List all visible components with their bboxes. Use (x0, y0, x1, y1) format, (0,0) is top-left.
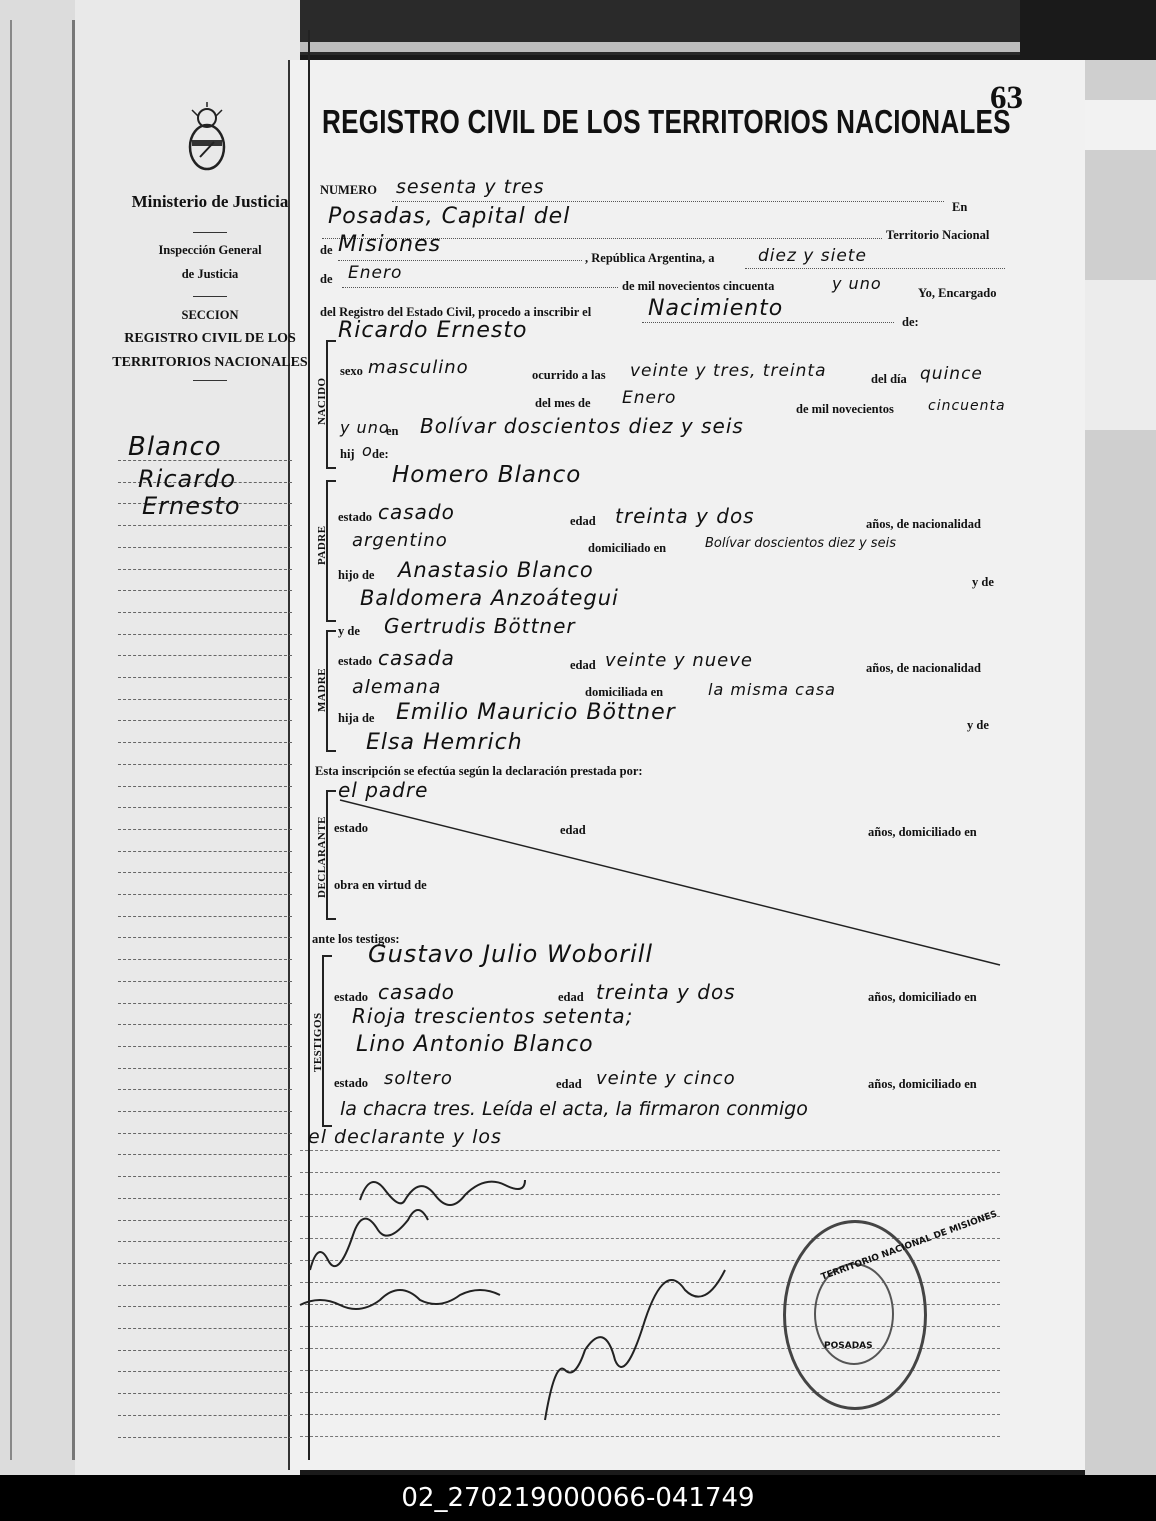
label-y-de2: y de (338, 624, 360, 638)
label-del-dia: del día (871, 372, 907, 386)
label-numero: NUMERO (320, 183, 377, 197)
entry-testigo1-dom: Rioja trescientos setenta; (352, 1004, 634, 1028)
seccion-line-2: REGISTRO CIVIL DE LOS (124, 331, 296, 346)
inspeccion-line-2: de Justicia (181, 267, 239, 281)
label-y-de3: y de (967, 718, 989, 732)
entry-mes-nac: Enero (622, 388, 677, 408)
seal-text-mid: POSADAS (824, 1341, 873, 1351)
label-de4: de: (372, 447, 389, 461)
label-republica: , República Argentina, a (585, 251, 715, 265)
label-en2: en (386, 424, 399, 438)
page-number: 63 (990, 80, 1023, 116)
entry-testigo2-edad: veinte y cinco (596, 1068, 736, 1089)
entry-cierre: el declarante y los (308, 1126, 502, 1148)
entry-domicilio-nac: Bolívar doscientos diez y seis (420, 414, 744, 438)
label-estado-t1: estado (334, 990, 369, 1004)
label-ocurrido: ocurrido a las (532, 368, 606, 382)
label-edad-t2: edad (556, 1077, 582, 1091)
entry-abuela-mat: Elsa Hemrich (366, 730, 523, 755)
entry-testigo1: Gustavo Julio Woborill (368, 940, 654, 968)
label-anos-nac-padre: años, de nacionalidad (866, 517, 981, 531)
entry-hora: veinte y tres, treinta (630, 361, 827, 381)
entry-madre-estado: casada (378, 646, 455, 670)
label-hij: hij (340, 447, 355, 461)
entry-territorio: Misiones (338, 232, 442, 257)
label-esta-inscripcion: Esta inscripción se efectúa según la declaración prestada por: (315, 764, 643, 778)
label-edad-t1: edad (558, 990, 584, 1004)
entry-numero: sesenta y tres (396, 176, 545, 198)
label-de2: de (320, 272, 333, 286)
label-anos-nac-madre: años, de nacionalidad (866, 661, 981, 675)
label-estado-declarante: estado (334, 821, 369, 835)
label-testigos: TESTIGOS (312, 1012, 324, 1072)
entry-testigo2: Lino Antonio Blanco (356, 1032, 594, 1057)
label-estado-madre: estado (338, 654, 373, 668)
label-estado-t2: estado (334, 1076, 369, 1090)
label-declarante: DECLARANTE (316, 815, 328, 898)
label-domiciliada: domiciliada en (585, 685, 664, 699)
entry-abuela-pat: Baldomera Anzoátegui (360, 586, 619, 610)
label-edad-padre: edad (570, 514, 596, 528)
margin-name-2: Ernesto (142, 492, 241, 520)
entry-padre-nombre: Homero Blanco (392, 462, 582, 488)
entry-anio-nac-1: cincuenta (928, 398, 1006, 414)
label-de-mil2: de mil novecientos (796, 402, 894, 416)
label-obra: obra en virtud de (334, 878, 427, 892)
label-de3: de: (902, 315, 919, 329)
label-domiciliado: domiciliado en (588, 541, 667, 555)
label-anos-dom-t2: años, domiciliado en (868, 1077, 977, 1091)
label-de-mil: de mil novecientos cincuenta (622, 279, 775, 293)
entry-testigo1-estado: casado (378, 980, 455, 1004)
seccion-label: SECCION (181, 308, 239, 322)
territorial-seal (783, 1209, 999, 1410)
label-de: de (320, 243, 333, 257)
label-ante: ante los testigos: (312, 932, 400, 946)
label-del-mes: del mes de (535, 396, 591, 410)
label-en: En (952, 200, 968, 214)
entry-madre-nac: alemana (352, 676, 442, 698)
entry-testigo2-estado: soltero (384, 1068, 453, 1089)
seccion-line-3: TERRITORIOS NACIONALES (112, 355, 308, 370)
label-estado-padre: estado (338, 510, 373, 524)
entry-mes: Enero (348, 263, 403, 283)
entry-madre-nombre: Gertrudis Böttner (384, 614, 576, 638)
entry-hij-suffix: o (362, 441, 373, 460)
label-nacido: NACIDO (316, 377, 328, 425)
entry-dia: diez y siete (758, 246, 867, 266)
entry-testigo1-edad: treinta y dos (596, 980, 736, 1004)
entry-sexo: masculino (368, 357, 469, 378)
label-del-registro: del Registro del Estado Civil, procedo a inscribir el (320, 305, 592, 319)
inspeccion-line-1: Inspección General (158, 243, 262, 257)
entry-padre-nac: argentino (352, 530, 448, 551)
entry-acto: Nacimiento (648, 296, 784, 321)
entry-padre-edad: treinta y dos (615, 504, 755, 528)
label-territorio: Territorio Nacional (886, 228, 990, 242)
seal-text-top: TERRITORIO NACIONAL DE MISIONES (819, 1209, 999, 1283)
image-identifier: 02_270219000066-041749 (0, 1475, 1156, 1521)
ministry-heading: Ministerio de Justicia (131, 192, 289, 211)
entry-madre-edad: veinte y nueve (605, 650, 753, 671)
entry-anio: y uno (832, 274, 882, 293)
label-padre: PADRE (316, 525, 328, 565)
margin-surname: Blanco (128, 432, 222, 462)
label-anos-dom-t1: años, domiciliado en (868, 990, 977, 1004)
label-sexo: sexo (340, 364, 363, 378)
label-y-de: y de (972, 575, 994, 589)
label-hijo-de: hijo de (338, 568, 375, 582)
label-anos-dom-declarante: años, domiciliado en (868, 825, 977, 839)
label-edad-madre: edad (570, 658, 596, 672)
entry-declarante: el padre (338, 778, 429, 802)
entry-lugar: Posadas, Capital del (328, 204, 571, 229)
entry-madre-dom: la misma casa (708, 680, 836, 699)
entry-nombre: Ricardo Ernesto (338, 318, 528, 343)
entry-abuelo-mat: Emilio Mauricio Böttner (396, 700, 676, 725)
label-madre: MADRE (316, 667, 328, 712)
entry-padre-estado: casado (378, 500, 455, 524)
entry-abuelo-pat: Anastasio Blanco (398, 558, 594, 582)
label-yo: Yo, Encargado (918, 286, 997, 300)
label-hija-de: hija de (338, 711, 375, 725)
entry-anio-nac-2: y uno (340, 418, 390, 437)
entry-padre-dom: Bolívar doscientos diez y seis (705, 536, 896, 551)
entry-dia-nac: quince (920, 364, 983, 384)
margin-name-1: Ricardo (138, 465, 237, 493)
entry-testigo2-dom: la chacra tres. Leída el acta, la firmaron conmigo (340, 1098, 808, 1120)
label-edad-declarante: edad (560, 823, 586, 837)
page-title: REGISTRO CIVIL DE LOS TERRITORIOS NACIONALES (322, 103, 1011, 140)
